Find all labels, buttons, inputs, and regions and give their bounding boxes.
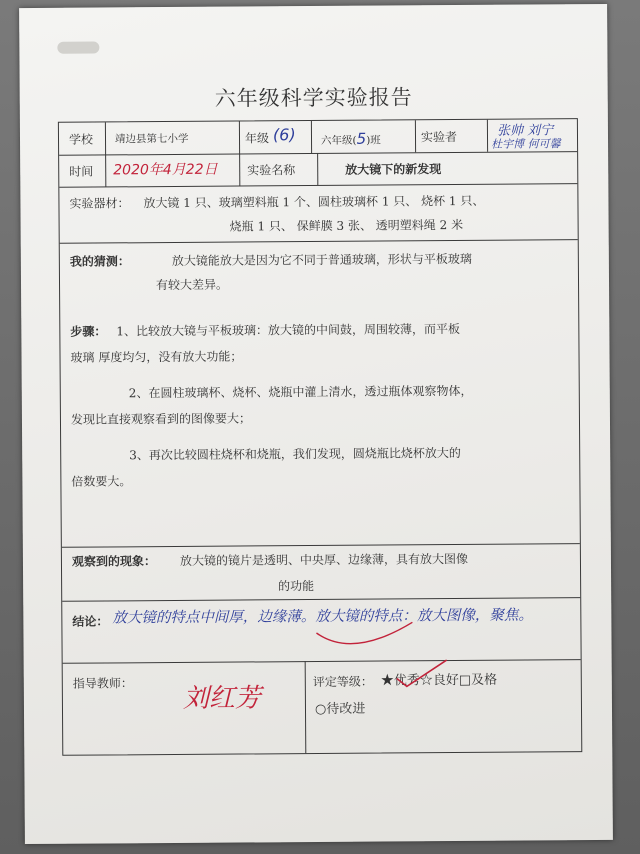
experimenter-label: 实验者	[420, 130, 458, 145]
col-divider	[415, 120, 416, 152]
class-field	[321, 130, 381, 148]
col-divider	[487, 120, 488, 152]
step1-line1: 1、比较放大镜与平板玻璃：放大镜的中间鼓，周围较薄，而平板	[116, 321, 461, 339]
class-suffix: )班	[366, 134, 381, 147]
materials-line1: 放大镜 1 只、玻璃塑料瓶 1 个、圆柱玻璃杯 1 只、 烧杯 1 只、	[143, 193, 485, 211]
observe-line1: 放大镜的镜片是透明、中央厚、边缘薄，具有放大图像	[179, 551, 469, 568]
row-divider	[62, 597, 580, 602]
class-prefix: 六年级(	[320, 134, 357, 147]
time-value: 2020年4月22日	[113, 161, 218, 179]
exp-name-label: 实验名称	[247, 163, 296, 178]
rating-extra: ○待改进	[314, 701, 366, 718]
step3-line1: 3、再次比较圆柱烧杯和烧瓶，我们发现，圆烧瓶比烧杯放大的	[129, 445, 461, 463]
guess-label: 我的猜测：	[69, 254, 130, 269]
teacher-signature: 刘红芳	[182, 683, 262, 714]
guess-line2: 有较大差异。	[155, 277, 229, 293]
handwritten-arc	[312, 618, 422, 653]
time-label: 时间	[69, 164, 94, 179]
experimenter-line2: 杜宇博 何可馨	[491, 137, 561, 151]
rating-options: ★优秀☆良好□及格	[380, 672, 498, 689]
col-divider	[305, 661, 307, 753]
report-title: 六年级科学实验报告	[214, 85, 413, 111]
materials-line2: 烧瓶 1 只、 保鲜膜 3 张、 透明塑料绳 2 米	[229, 217, 464, 234]
row-divider	[63, 659, 581, 664]
school-label: 学校	[68, 132, 94, 147]
col-divider	[311, 121, 312, 153]
observe-label: 观察到的现象：	[71, 554, 157, 569]
school-value: 靖边县第七小学	[114, 132, 189, 146]
step2-line1: 2、在圆柱玻璃杯、烧杯、烧瓶中灌上清水，透过瓶体观察物体，	[128, 383, 473, 401]
col-divider	[105, 122, 106, 186]
exp-name-value: 放大镜下的新发现	[345, 162, 442, 177]
grade-label: 年级	[244, 131, 270, 146]
punch-hole	[57, 42, 99, 54]
grade-value: (6)	[272, 125, 296, 145]
report-sheet	[19, 4, 613, 844]
conclusion-label: 结论：	[72, 614, 109, 629]
materials-label: 实验器材：	[69, 196, 130, 211]
step2-line2: 发现比直接观察看到的图像要大；	[70, 411, 252, 427]
class-value: 5	[356, 129, 367, 148]
rating-label: 评定等级：	[312, 674, 373, 690]
checkmark-icon	[393, 656, 453, 690]
row-divider	[62, 543, 580, 548]
guess-line1: 放大镜能放大是因为它不同于普通玻璃，形状与平板玻璃	[171, 251, 472, 269]
experimenter-line1: 张帅 刘宁	[496, 123, 554, 139]
report-table	[58, 118, 582, 756]
col-divider	[317, 153, 318, 185]
teacher-label: 指导教师：	[72, 676, 133, 691]
conclusion-value: 放大镜的特点中间厚，边缘薄。放大镜的特点：放大图像，聚焦。	[112, 607, 533, 627]
step1-line2: 玻璃 厚度均匀，没有放大功能；	[70, 349, 243, 365]
steps-label: 步骤：	[70, 324, 107, 339]
col-divider	[239, 122, 240, 186]
observe-line2: 的功能	[278, 579, 315, 594]
row-divider	[60, 239, 578, 244]
step3-line2: 倍数要大。	[71, 474, 132, 489]
